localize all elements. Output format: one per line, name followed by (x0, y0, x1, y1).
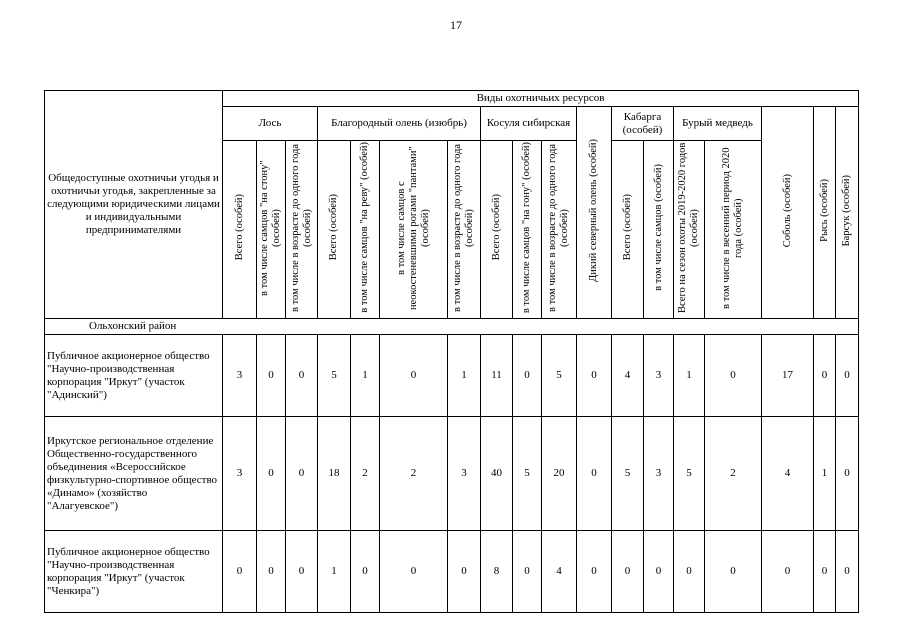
cell-value: 0 (257, 531, 286, 613)
cell-value: 0 (380, 531, 448, 613)
cell-value: 0 (257, 335, 286, 417)
owner-header: Общедоступные охотничьи угодья и охотничьи угодья, закрепленные за следующими юридическими лицами и индивидуальными предпринимателями (45, 91, 223, 319)
cell-value: 1 (318, 531, 351, 613)
col-header: Всего (особей) (612, 141, 644, 319)
cell-value: 0 (577, 531, 612, 613)
cell-value: 0 (674, 531, 705, 613)
cell-value: 20 (542, 417, 577, 531)
org-name: Иркутское региональное отделение Общественно-государственного объединения «Всероссийское физкультурно-спортивное общество «Динамо» (хозяйство "Алагуевское") (45, 417, 223, 531)
cell-value: 2 (351, 417, 380, 531)
cell-value: 17 (762, 335, 814, 417)
cell-value: 0 (814, 335, 836, 417)
cell-value: 5 (674, 417, 705, 531)
group-olen: Благородный олень (изюбрь) (318, 107, 481, 141)
col-header: в том числе самцов "на реву" (особей) (351, 141, 380, 319)
cell-value: 0 (513, 531, 542, 613)
cell-value: 5 (612, 417, 644, 531)
cell-value: 4 (612, 335, 644, 417)
col-header: Всего на сезон охоты 2019-2020 годов (особей) (674, 141, 705, 319)
cell-value: 1 (448, 335, 481, 417)
cell-value: 0 (814, 531, 836, 613)
district-label: Ольхонский район (45, 319, 859, 335)
cell-value: 18 (318, 417, 351, 531)
cell-value: 5 (513, 417, 542, 531)
cell-value: 0 (286, 417, 318, 531)
col-header: Дикий северный олень (особей) (577, 107, 612, 319)
cell-value: 3 (223, 417, 257, 531)
cell-value: 0 (577, 417, 612, 531)
cell-value: 0 (836, 417, 859, 531)
resources-header: Виды охотничьих ресурсов (223, 91, 859, 107)
cell-value: 0 (644, 531, 674, 613)
cell-value: 5 (318, 335, 351, 417)
col-header: в том числе самцов "на стону" (особей) (257, 141, 286, 319)
cell-value: 1 (351, 335, 380, 417)
col-header: Рысь (особей) (814, 107, 836, 319)
cell-value: 0 (351, 531, 380, 613)
col-header: в том числе в возрасте до одного года (особей) (448, 141, 481, 319)
cell-value: 0 (286, 531, 318, 613)
cell-value: 0 (612, 531, 644, 613)
col-header: Барсук (особей) (836, 107, 859, 319)
cell-value: 2 (380, 417, 448, 531)
cell-value: 3 (448, 417, 481, 531)
col-header: в том числе самцов "на гону" (особей) (513, 141, 542, 319)
col-header: в том числе в весенний период 2020 года (особей) (705, 141, 762, 319)
cell-value: 40 (481, 417, 513, 531)
group-medved: Бурый медведь (674, 107, 762, 141)
cell-value: 1 (814, 417, 836, 531)
col-header: в том числе в возрасте до одного года (особей) (286, 141, 318, 319)
cell-value: 3 (223, 335, 257, 417)
cell-value: 0 (577, 335, 612, 417)
cell-value: 8 (481, 531, 513, 613)
hunting-resources-table (44, 90, 859, 613)
cell-value: 0 (836, 335, 859, 417)
cell-value: 0 (513, 335, 542, 417)
cell-value: 0 (836, 531, 859, 613)
table-row (45, 417, 859, 531)
cell-value: 2 (705, 417, 762, 531)
cell-value: 3 (644, 335, 674, 417)
group-kabarga: Кабарга (особей) (612, 107, 674, 141)
cell-value: 0 (286, 335, 318, 417)
cell-value: 0 (257, 417, 286, 531)
col-header: Всего (особей) (223, 141, 257, 319)
group-los: Лось (223, 107, 318, 141)
cell-value: 3 (644, 417, 674, 531)
col-header: Всего (особей) (481, 141, 513, 319)
cell-value: 0 (762, 531, 814, 613)
cell-value: 0 (448, 531, 481, 613)
cell-value: 0 (705, 531, 762, 613)
org-name: Публичное акционерное общество "Научно-производственная корпорация "Иркут" (участок "Адинский") (45, 335, 223, 417)
org-name: Публичное акционерное общество "Научно-производственная корпорация "Иркут" (участок "Ченкира") (45, 531, 223, 613)
col-header: в том числе в возрасте до одного года (особей) (542, 141, 577, 319)
table-row (45, 531, 859, 613)
col-header: в том числе самцов (особей) (644, 141, 674, 319)
cell-value: 1 (674, 335, 705, 417)
cell-value: 5 (542, 335, 577, 417)
cell-value: 0 (380, 335, 448, 417)
cell-value: 0 (705, 335, 762, 417)
col-header: Соболь (особей) (762, 107, 814, 319)
table-row (45, 335, 859, 417)
cell-value: 4 (762, 417, 814, 531)
group-kosulya: Косуля сибирская (481, 107, 577, 141)
col-header: в том числе самцов с неокостеневшими рогами "пантами" (особей) (380, 141, 448, 319)
page-number: 17 (450, 18, 462, 32)
cell-value: 0 (223, 531, 257, 613)
cell-value: 11 (481, 335, 513, 417)
col-header: Всего (особей) (318, 141, 351, 319)
cell-value: 4 (542, 531, 577, 613)
